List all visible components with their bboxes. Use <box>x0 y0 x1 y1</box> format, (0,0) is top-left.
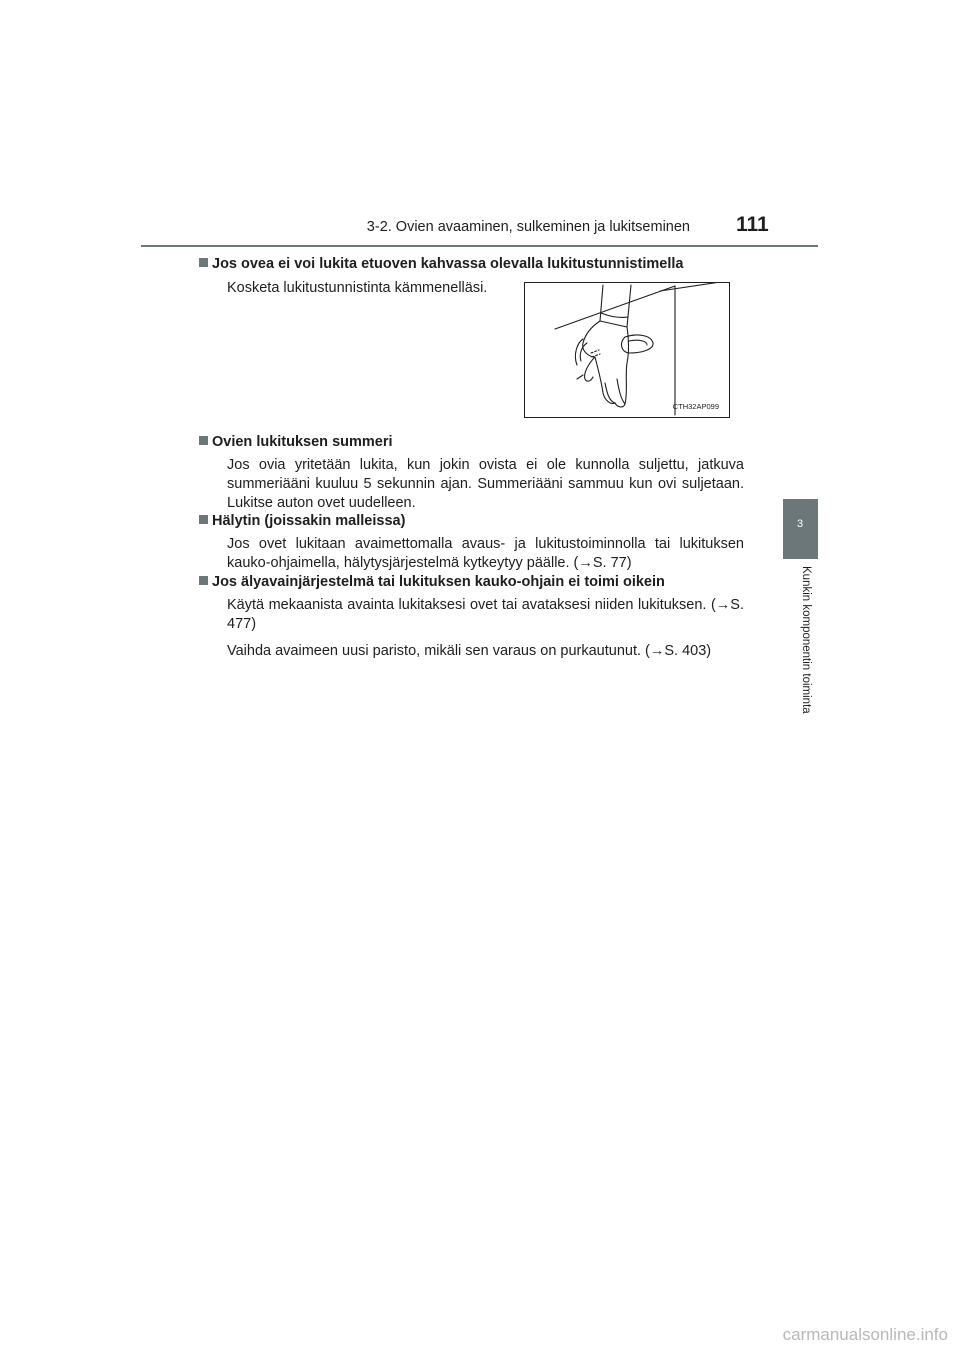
bullet-square-icon <box>199 436 208 445</box>
running-header: 3-2. Ovien avaaminen, sulkeminen ja lukitseminen <box>366 219 690 235</box>
bullet-square-icon <box>199 515 208 524</box>
page-number: 111 <box>736 213 769 236</box>
footer-watermark[interactable]: carmanualsonline.info <box>782 1325 948 1344</box>
section-heading-text: Ovien lukituksen summeri <box>212 434 393 450</box>
hand-on-door-handle-illustration <box>524 282 730 418</box>
bullet-square-icon <box>199 576 208 585</box>
figure-code: CTH32AP099 <box>672 402 719 411</box>
section-heading-text: Jos älyavainjärjestelmä tai lukituksen kauko-ohjain ei toimi oikein <box>212 574 665 590</box>
section-heading <box>199 432 744 452</box>
hand-illustration-icon <box>525 283 728 416</box>
bullet-square-icon <box>199 258 208 267</box>
section-paragraph: Jos ovia yritetään lukita, kun jokin ovista ei ole kunnolla suljettu, jatkuva summeriääni kuuluu 5 sekunnin ajan. Summeriääni sammuu kun ovi suljetaan. Lukitse auton ovet uudelleen. <box>227 457 744 511</box>
section-heading-text: Jos ovea ei voi lukita etuoven kahvassa olevalla lukitustunnistimella <box>212 256 684 272</box>
section-door-lock-buzzer <box>212 432 744 513</box>
section-paragraph: Vaihda avaimeen uusi paristo, mikäli sen varaus on purkautunut. (→S. 403) <box>227 643 712 659</box>
section-paragraph: Käytä mekaanista avainta lukitaksesi ovet tai avataksesi niiden lukituksen. (→S. 477) <box>227 597 744 632</box>
section-heading <box>199 511 744 531</box>
section-smart-key-malfunction <box>212 572 744 661</box>
section-heading <box>199 572 744 592</box>
header-divider <box>141 245 818 247</box>
section-paragraph: Kosketa lukitustunnistinta kämmenelläsi. <box>227 280 488 296</box>
chapter-tab-number: 3 <box>796 518 804 530</box>
section-alarm <box>212 511 744 573</box>
chapter-tab-label: Kunkin komponentin toiminta <box>800 566 812 714</box>
section-paragraph: Jos ovet lukitaan avaimettomalla avaus- ja lukitustoiminnolla tai lukituksen kauko-ohjaimella, hälytysjärjestelmä kytkeytyy päälle. (→S. 77) <box>227 536 744 571</box>
section-heading <box>199 254 744 274</box>
section-heading-text: Hälytin (joissakin malleissa) <box>212 513 406 529</box>
